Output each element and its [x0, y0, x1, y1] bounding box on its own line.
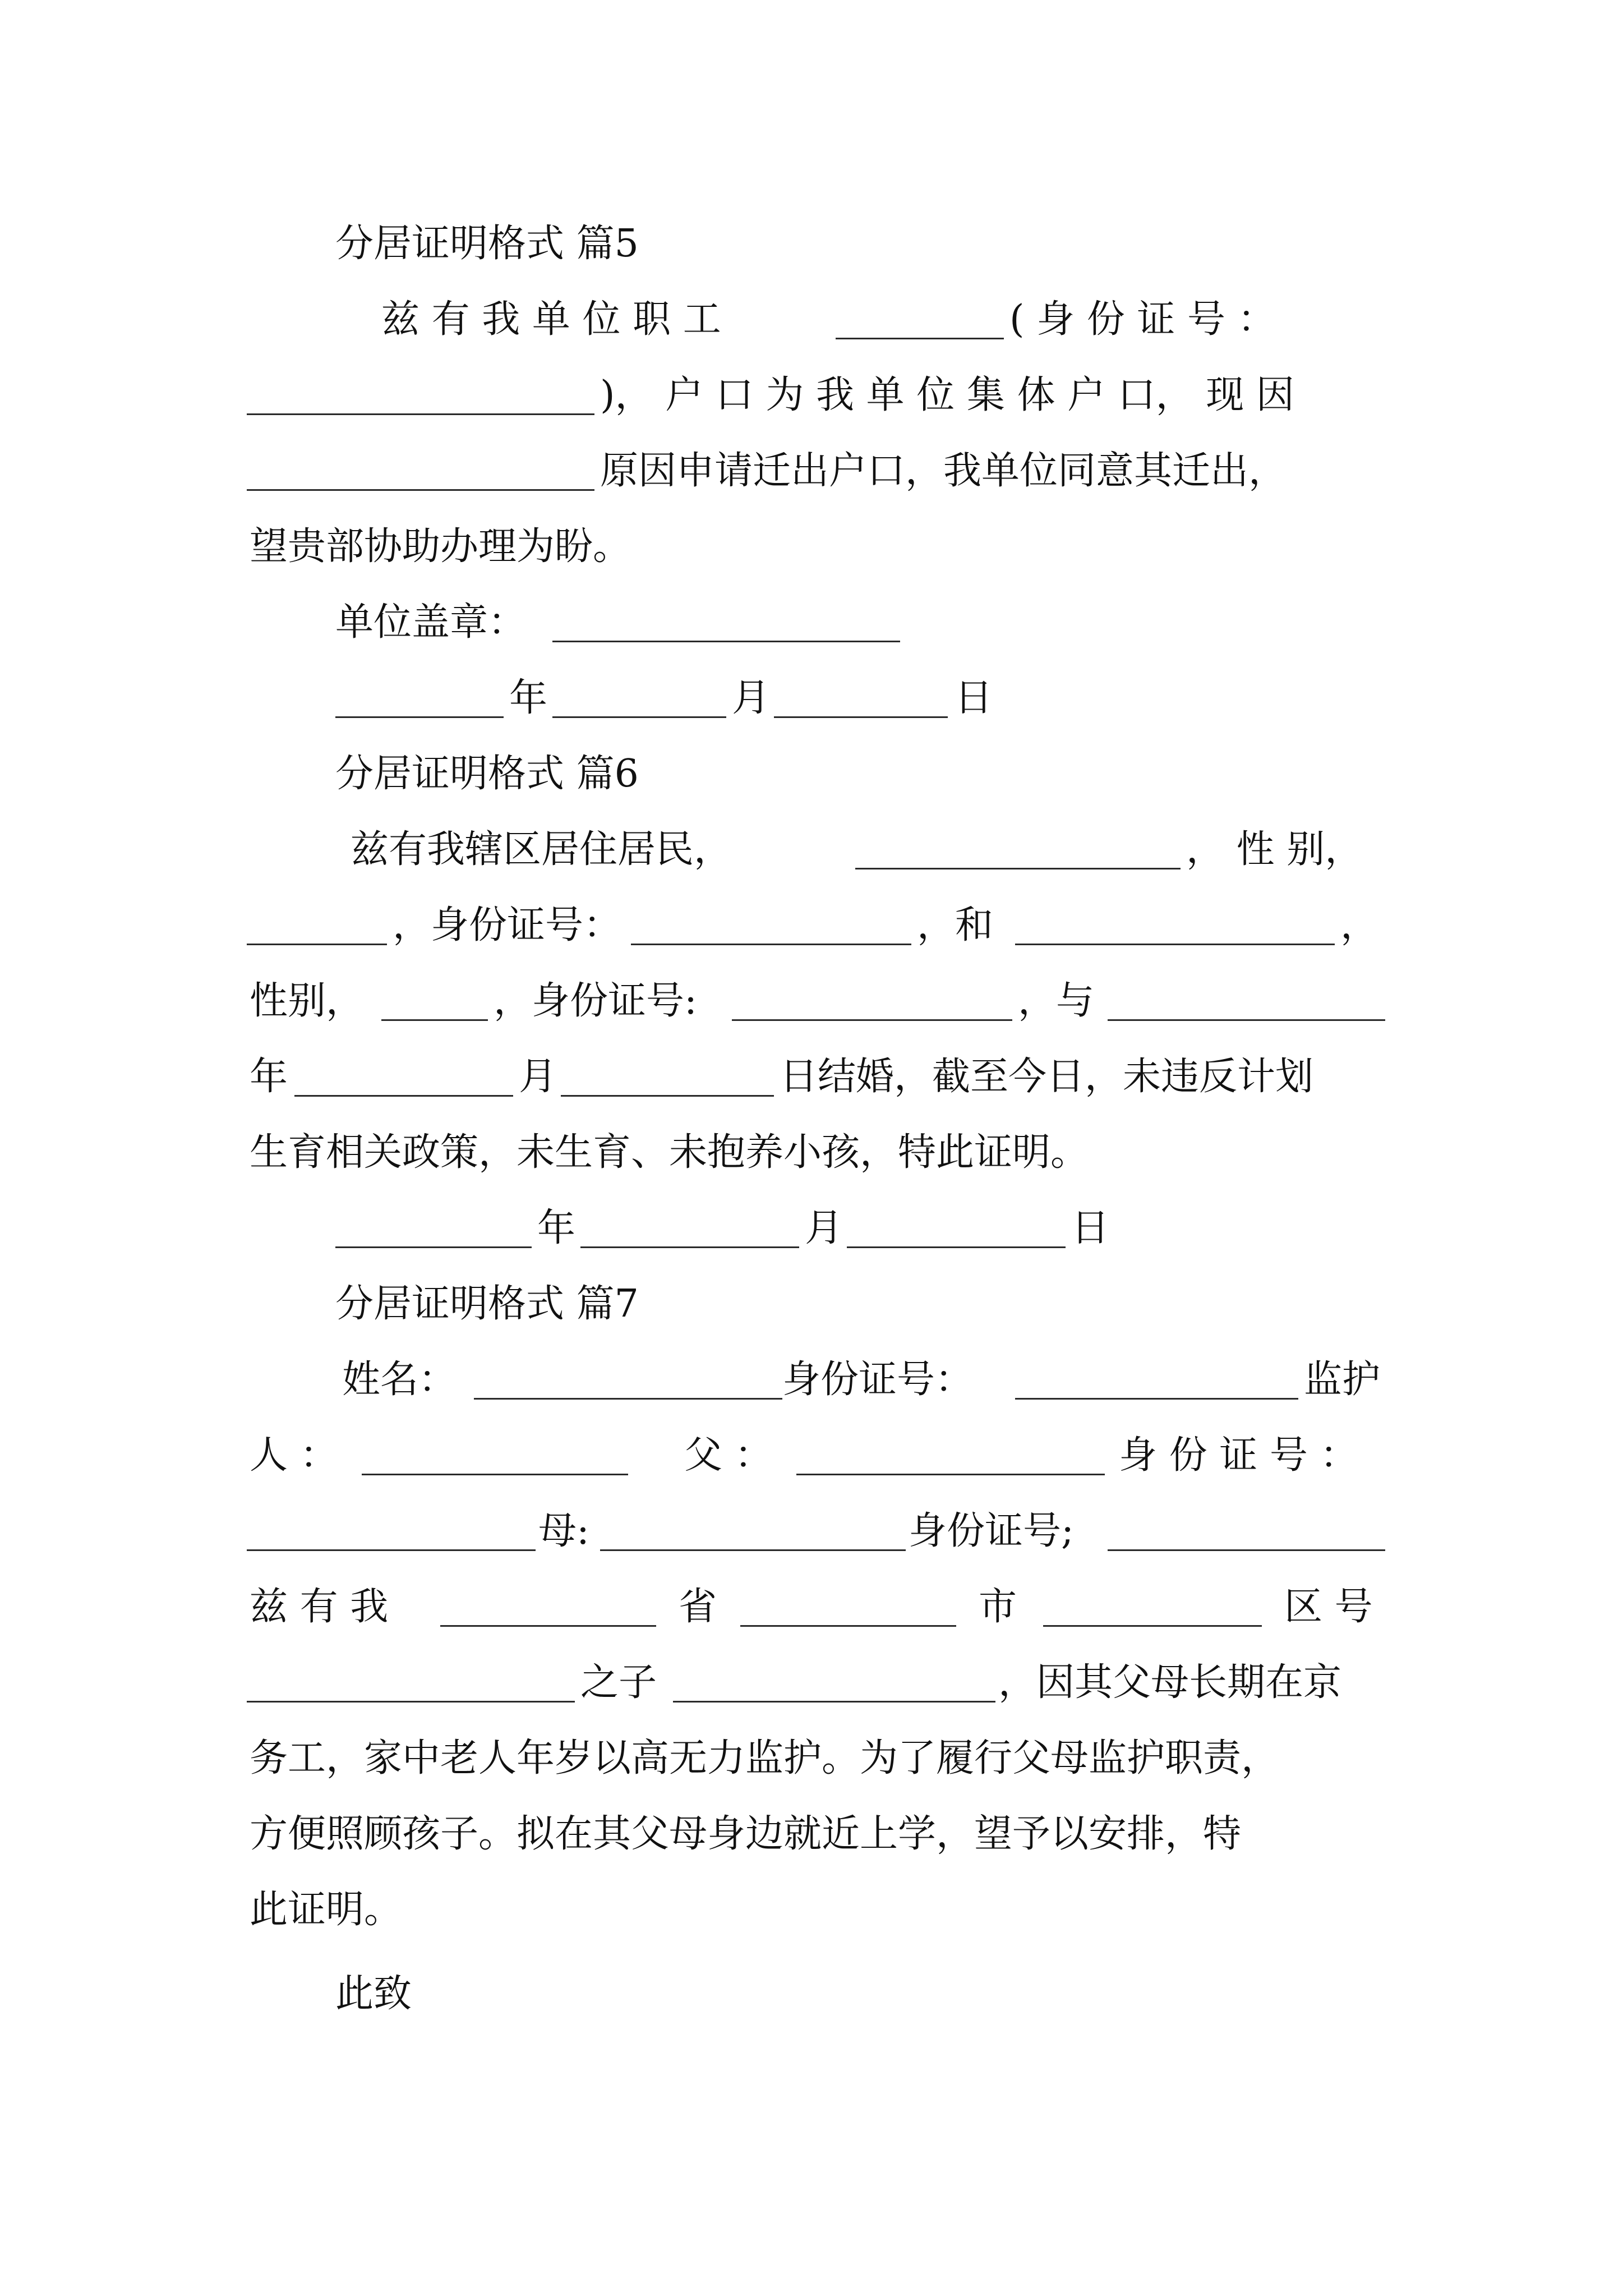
section5-year-label: 年 — [509, 676, 548, 720]
section6-text-10: 月 — [519, 1055, 557, 1099]
section7-blank-guardian — [362, 1474, 628, 1475]
section5-text-1: 兹 有 我 单 位 职 工 — [381, 297, 721, 342]
section7-text-6: 身 份 证 号 ： — [1119, 1433, 1358, 1478]
section6-blank-month — [580, 1246, 799, 1248]
section5-text-2: ( 身 份 证 号 ： — [1009, 297, 1276, 342]
section7-text-14: ，因其父母长期在京 — [998, 1660, 1342, 1705]
section7-blank-city — [740, 1625, 956, 1627]
section6-blank-marriage-year — [1108, 1019, 1385, 1021]
section6-text-12: 生育相关政策，未生育、未抱养小孩，特此证明。 — [250, 1130, 1089, 1175]
section7-text-17: 此证明。 — [250, 1888, 403, 1932]
section7-text-9: 兹 有 我 — [250, 1585, 389, 1629]
section7-text-15: 务工，家中老人年岁以高无力监护。为了履行父母监护职责， — [250, 1736, 1280, 1780]
section5-day-label: 日 — [955, 676, 993, 720]
section7-blank-address — [247, 1701, 575, 1703]
section7-text-12: 区 号 — [1284, 1585, 1373, 1629]
section5-text-5: 望贵部协助办理为盼。 — [250, 524, 631, 569]
section6-text-4: ，和 — [917, 903, 994, 947]
section6-blank-resident1 — [855, 868, 1181, 869]
section5-blank-stamp — [552, 641, 900, 642]
section7-blank-id — [1015, 1398, 1298, 1400]
section5-month-label: 月 — [732, 676, 771, 720]
section7-text-2: 身份证号： — [782, 1358, 974, 1402]
section5-heading: 分居证明格式 篇5 — [335, 222, 639, 266]
section5-stamp-label: 单位盖章： — [335, 600, 527, 645]
section6-text-6: 性别， — [250, 979, 365, 1023]
section7-blank-parent-name — [673, 1701, 995, 1703]
section6-blank-marriage-day — [561, 1095, 774, 1097]
section7-text-4: 人 ： — [250, 1433, 338, 1478]
section5-blank-month — [552, 716, 726, 718]
section6-blank-year — [335, 1246, 532, 1248]
section5-blank-employee — [836, 338, 1004, 339]
section6-blank-marriage-month — [294, 1095, 513, 1097]
section7-text-7: 母: — [538, 1509, 589, 1553]
section5-blank-id — [247, 413, 594, 415]
section5-blank-day — [774, 716, 948, 718]
section6-text-5: ， — [1340, 903, 1379, 947]
section6-day-label: 日 — [1071, 1206, 1110, 1250]
section6-year-label: 年 — [537, 1206, 576, 1250]
section6-text-9: 年 — [250, 1055, 288, 1099]
section7-blank-name — [474, 1398, 782, 1400]
section6-text-2: ， 性 别， — [1186, 827, 1363, 872]
section6-text-7: ，身份证号: — [494, 979, 697, 1023]
section6-text-1: 兹有我辖区居住居民， — [351, 827, 732, 872]
section7-text-16: 方便照顾孩子。拟在其父母身边就近上学，望予以安排，特 — [250, 1812, 1242, 1856]
section7-text-1: 姓名： — [342, 1358, 457, 1402]
section7-text-8: 身份证号; — [909, 1509, 1074, 1553]
section6-blank-day — [847, 1246, 1066, 1248]
section7-blank-district — [1043, 1625, 1262, 1627]
section5-blank-year — [335, 716, 504, 718]
section6-blank-id2 — [732, 1019, 1012, 1021]
section7-text-5: 父 ： — [684, 1433, 773, 1478]
section7-text-3: 监护 — [1304, 1358, 1381, 1402]
section6-heading: 分居证明格式 篇6 — [335, 752, 639, 796]
section7-blank-father-id — [247, 1549, 536, 1551]
section6-blank-gender1 — [247, 944, 387, 945]
section5-text-4: 原因申请迁出户口，我单位同意其迁出， — [600, 449, 1287, 493]
section6-text-11: 日结婚，截至今日，未违反计划 — [780, 1055, 1314, 1099]
section7-closing: 此致 — [335, 1972, 412, 2016]
section7-text-10: 省 — [679, 1585, 717, 1629]
section5-blank-reason — [247, 489, 594, 491]
section7-blank-province — [440, 1625, 656, 1627]
section7-heading: 分居证明格式 篇7 — [335, 1282, 639, 1326]
section5-text-3: )， 户 口 为 我 单 位 集 体 户 口， 现 因 — [600, 373, 1294, 417]
section6-blank-resident2 — [1015, 944, 1335, 945]
section6-blank-gender2 — [381, 1019, 488, 1021]
section6-blank-id1 — [631, 944, 911, 945]
section6-text-3: ，身份证号： — [393, 903, 622, 947]
section7-blank-mother-id — [1108, 1549, 1385, 1551]
section7-blank-father — [796, 1474, 1105, 1475]
section6-text-8: ，与 — [1018, 979, 1095, 1023]
section7-blank-mother — [600, 1549, 906, 1551]
section6-month-label: 月 — [805, 1206, 843, 1250]
section7-text-11: 市 — [979, 1585, 1017, 1629]
section7-text-13: 之子 — [580, 1660, 657, 1705]
